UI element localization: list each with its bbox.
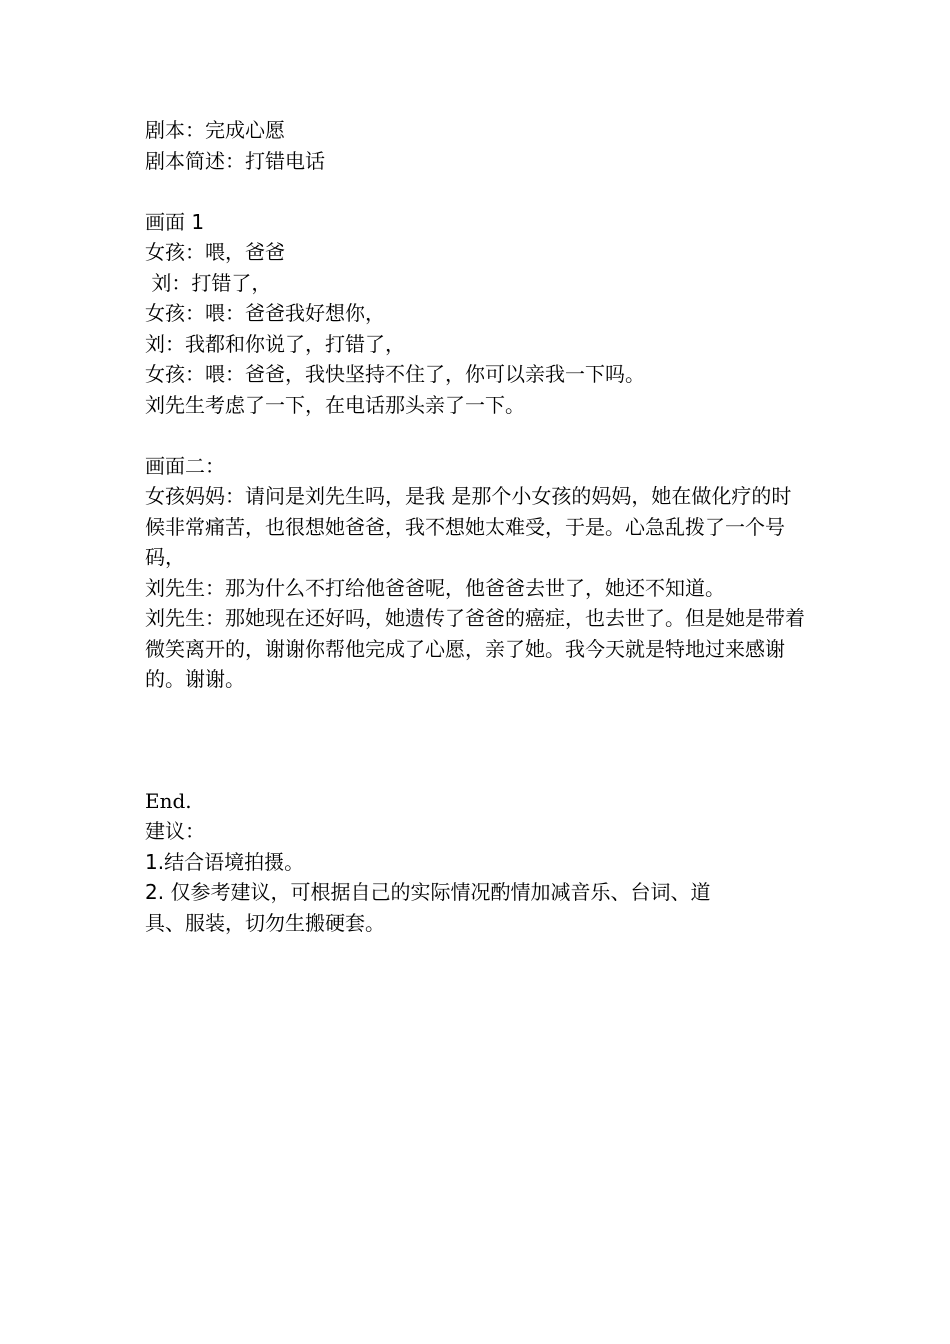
dialogue-line: 女孩：喂：爸爸，我快坚持不住了，你可以亲我一下吗。 [145, 362, 645, 386]
scene2-heading: 画面二： [145, 453, 225, 478]
advice-item-continued: 具、服装，切勿生搬硬套。 [145, 910, 385, 935]
dialogue-line: 女孩：喂：爸爸我好想你， [145, 301, 385, 325]
dialogue-paragraph: 刘先生：那为什么不打给他爸爸呢，他爸爸去世了，她还不知道。 [145, 575, 725, 600]
end-marker: End. [145, 788, 192, 813]
document-page [145, 115, 805, 938]
spacer [145, 176, 805, 207]
spacer [145, 695, 805, 786]
dialogue-line: 刘：打错了， [145, 270, 272, 295]
script-summary: 剧本简述：打错电话 [145, 148, 325, 173]
narration-line: 刘先生考虑了一下，在电话那头亲了一下。 [145, 392, 525, 417]
advice-item: 2. 仅参考建议，可根据自己的实际情况酌情加减音乐、台词、道 [145, 880, 711, 904]
advice-item: 1.结合语境拍摄。 [145, 849, 305, 874]
advice-label: 建议： [145, 819, 205, 843]
scene1-heading: 画面 1 [145, 209, 205, 234]
dialogue-line: 女孩：喂，爸爸 [145, 240, 285, 264]
dialogue-paragraph: 女孩妈妈：请问是刘先生吗，是我 是那个小女孩的妈妈，她在做化疗的时候非常痛苦，也很想她爸爸，我不想她太难受，于是。心急乱拨了一个号码， [145, 484, 792, 569]
dialogue-line: 刘：我都和你说了，打错了， [145, 331, 405, 356]
script-title: 剧本：完成心愿 [145, 118, 285, 142]
spacer [145, 420, 805, 451]
dialogue-paragraph: 刘先生：那她现在还好吗，她遗传了爸爸的癌症，也去世了。但是她是带着微笑离开的，谢谢你帮他完成了心愿，亲了她。我今天就是特地过来感谢的。谢谢。 [145, 606, 805, 691]
